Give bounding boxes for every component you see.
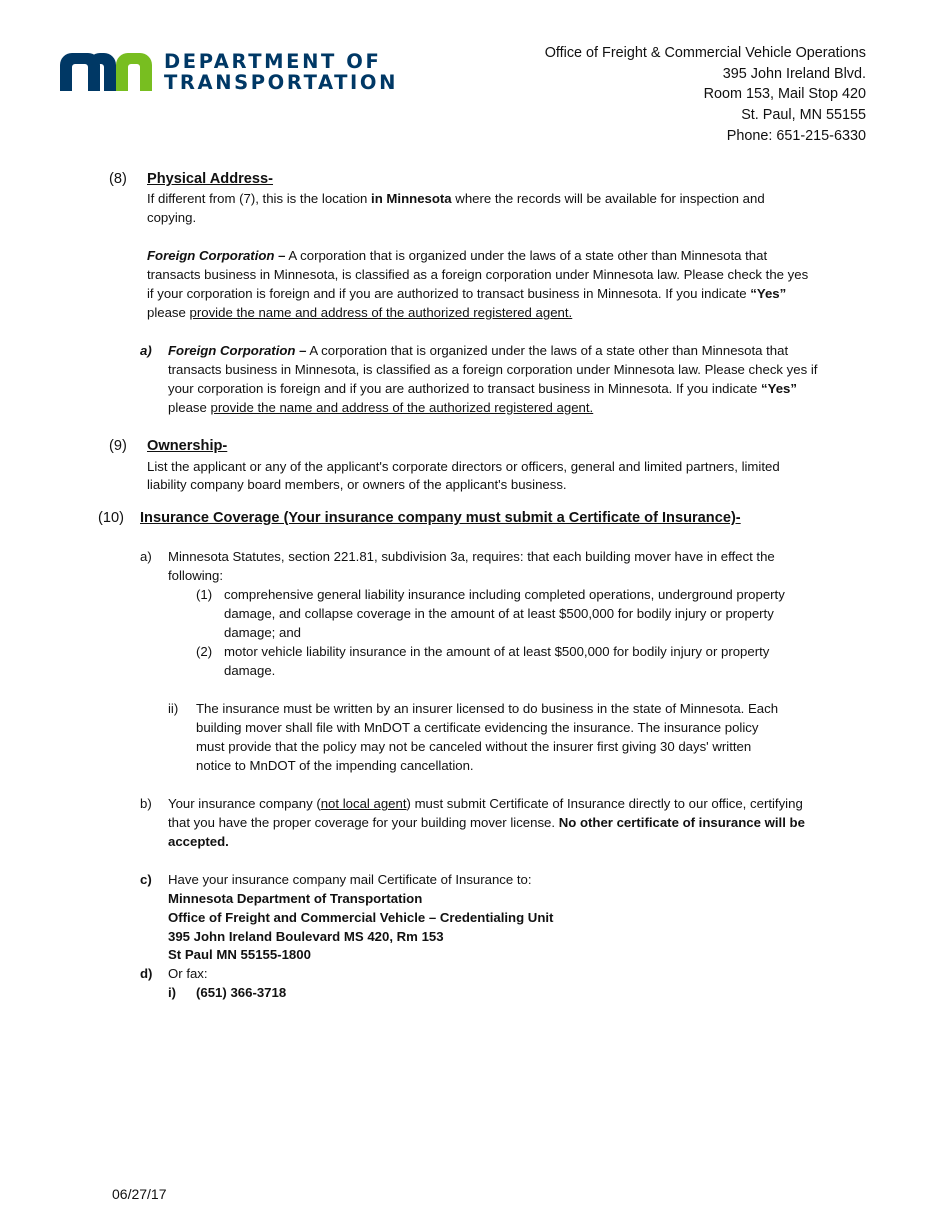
paragraph-line: please provide the name and address of the authorized registered agent. — [168, 400, 594, 415]
office-city: St. Paul, MN 55155 — [741, 107, 866, 123]
list-marker: i) — [168, 985, 177, 1000]
section-heading: Physical Address- — [147, 171, 273, 187]
fax-number: (651) 366-3718 — [196, 985, 287, 1000]
paragraph-line: damage, and collapse coverage in the amount of at least $500,000 for bodily injury or property — [224, 606, 774, 621]
mn-logo-icon — [60, 51, 156, 91]
paragraph-line: If different from (7), this is the location in Minnesota where the records will be available for inspection and — [147, 191, 765, 206]
paragraph-line: transacts business in Minnesota, is classified as a foreign corporation under Minnesota law. Please check the yes — [147, 267, 809, 282]
mndot-logo — [60, 51, 400, 95]
list-marker: (1) — [196, 587, 213, 602]
paragraph-line: Your insurance company (not local agent) must submit Certificate of Insurance directly to our office, certifying — [168, 796, 803, 811]
office-phone: Phone: 651-215-6330 — [726, 128, 866, 144]
paragraph-line: Foreign Corporation – A corporation that is organized under the laws of a state other than Minnesota that — [147, 248, 768, 263]
mailing-address-line: 395 John Ireland Boulevard MS 420, Rm 153 — [168, 929, 444, 944]
section-heading: Ownership- — [147, 438, 228, 454]
paragraph-line: accepted. — [168, 834, 229, 849]
office-room: Room 153, Mail Stop 420 — [703, 86, 866, 102]
paragraph-line: damage. — [224, 663, 276, 678]
section-number: (9) — [109, 438, 127, 454]
revision-date: 06/27/17 — [112, 1186, 167, 1202]
section-number: (8) — [109, 171, 127, 187]
paragraph-line: The insurance must be written by an insurer licensed to do business in the state of Minnesota. Each — [196, 701, 779, 716]
paragraph-line: comprehensive general liability insurance including completed operations, underground property — [224, 587, 785, 602]
paragraph-line: must provide that the policy may not be canceled without the insurer first giving 30 days' written — [196, 739, 752, 754]
paragraph-line: damage; and — [224, 625, 301, 640]
paragraph-line: Foreign Corporation – A corporation that is organized under the laws of a state other than Minnesota that — [168, 343, 789, 358]
list-marker: (2) — [196, 644, 213, 659]
list-marker: ii) — [168, 701, 179, 716]
section-heading: Insurance Coverage (Your insurance company must submit a Certificate of Insurance)- — [140, 510, 741, 526]
list-marker: a) — [140, 343, 152, 358]
section-number: (10) — [98, 510, 124, 526]
mailing-address-line: St Paul MN 55155-1800 — [168, 947, 311, 962]
paragraph-line: List the applicant or any of the applicant's corporate directors or officers, general and limited partners, limited — [147, 459, 780, 474]
paragraph-line: Or fax: — [168, 966, 208, 981]
paragraph-line: Minnesota Statutes, section 221.81, subdivision 3a, requires: that each building mover have in effect the — [168, 549, 775, 564]
paragraph-line: copying. — [147, 210, 197, 225]
list-marker: a) — [140, 549, 152, 564]
paragraph-line: building mover shall file with MnDOT a certificate evidencing the insurance. The insurance policy — [196, 720, 759, 735]
mailing-address-line: Office of Freight and Commercial Vehicle – Credentialing Unit — [168, 910, 554, 925]
logo-line-2: TRANSPORTATION — [164, 71, 398, 94]
list-marker: b) — [140, 796, 152, 811]
paragraph-line: if your corporation is foreign and if you are authorized to transact business in Minnesota. If you indicate “Yes” — [147, 286, 787, 301]
list-marker: c) — [140, 872, 152, 887]
office-name: Office of Freight & Commercial Vehicle Operations — [544, 45, 866, 61]
paragraph-line: your corporation is foreign and if you are authorized to transact business in Minnesota. If you indicate “Yes” — [168, 381, 797, 396]
paragraph-line: notice to MnDOT of the impending cancellation. — [196, 758, 474, 773]
logo-line-1: DEPARTMENT OF — [164, 50, 382, 73]
mailing-address-line: Minnesota Department of Transportation — [168, 891, 423, 906]
paragraph-line: that you have the proper coverage for your building mover license. No other certificate of insurance will be — [168, 815, 805, 830]
paragraph-line: motor vehicle liability insurance in the amount of at least $500,000 for bodily injury or property — [224, 644, 770, 659]
paragraph-line: liability company board members, or owners of the applicant's business. — [147, 477, 567, 492]
office-street: 395 John Ireland Blvd. — [722, 66, 866, 82]
paragraph-line: following: — [168, 568, 223, 583]
paragraph-line: please provide the name and address of the authorized registered agent. — [147, 305, 573, 320]
paragraph-line: Have your insurance company mail Certificate of Insurance to: — [168, 872, 532, 887]
list-marker: d) — [140, 966, 153, 981]
paragraph-line: transacts business in Minnesota, is classified as a foreign corporation under Minnesota law. Please check yes if — [168, 362, 818, 377]
